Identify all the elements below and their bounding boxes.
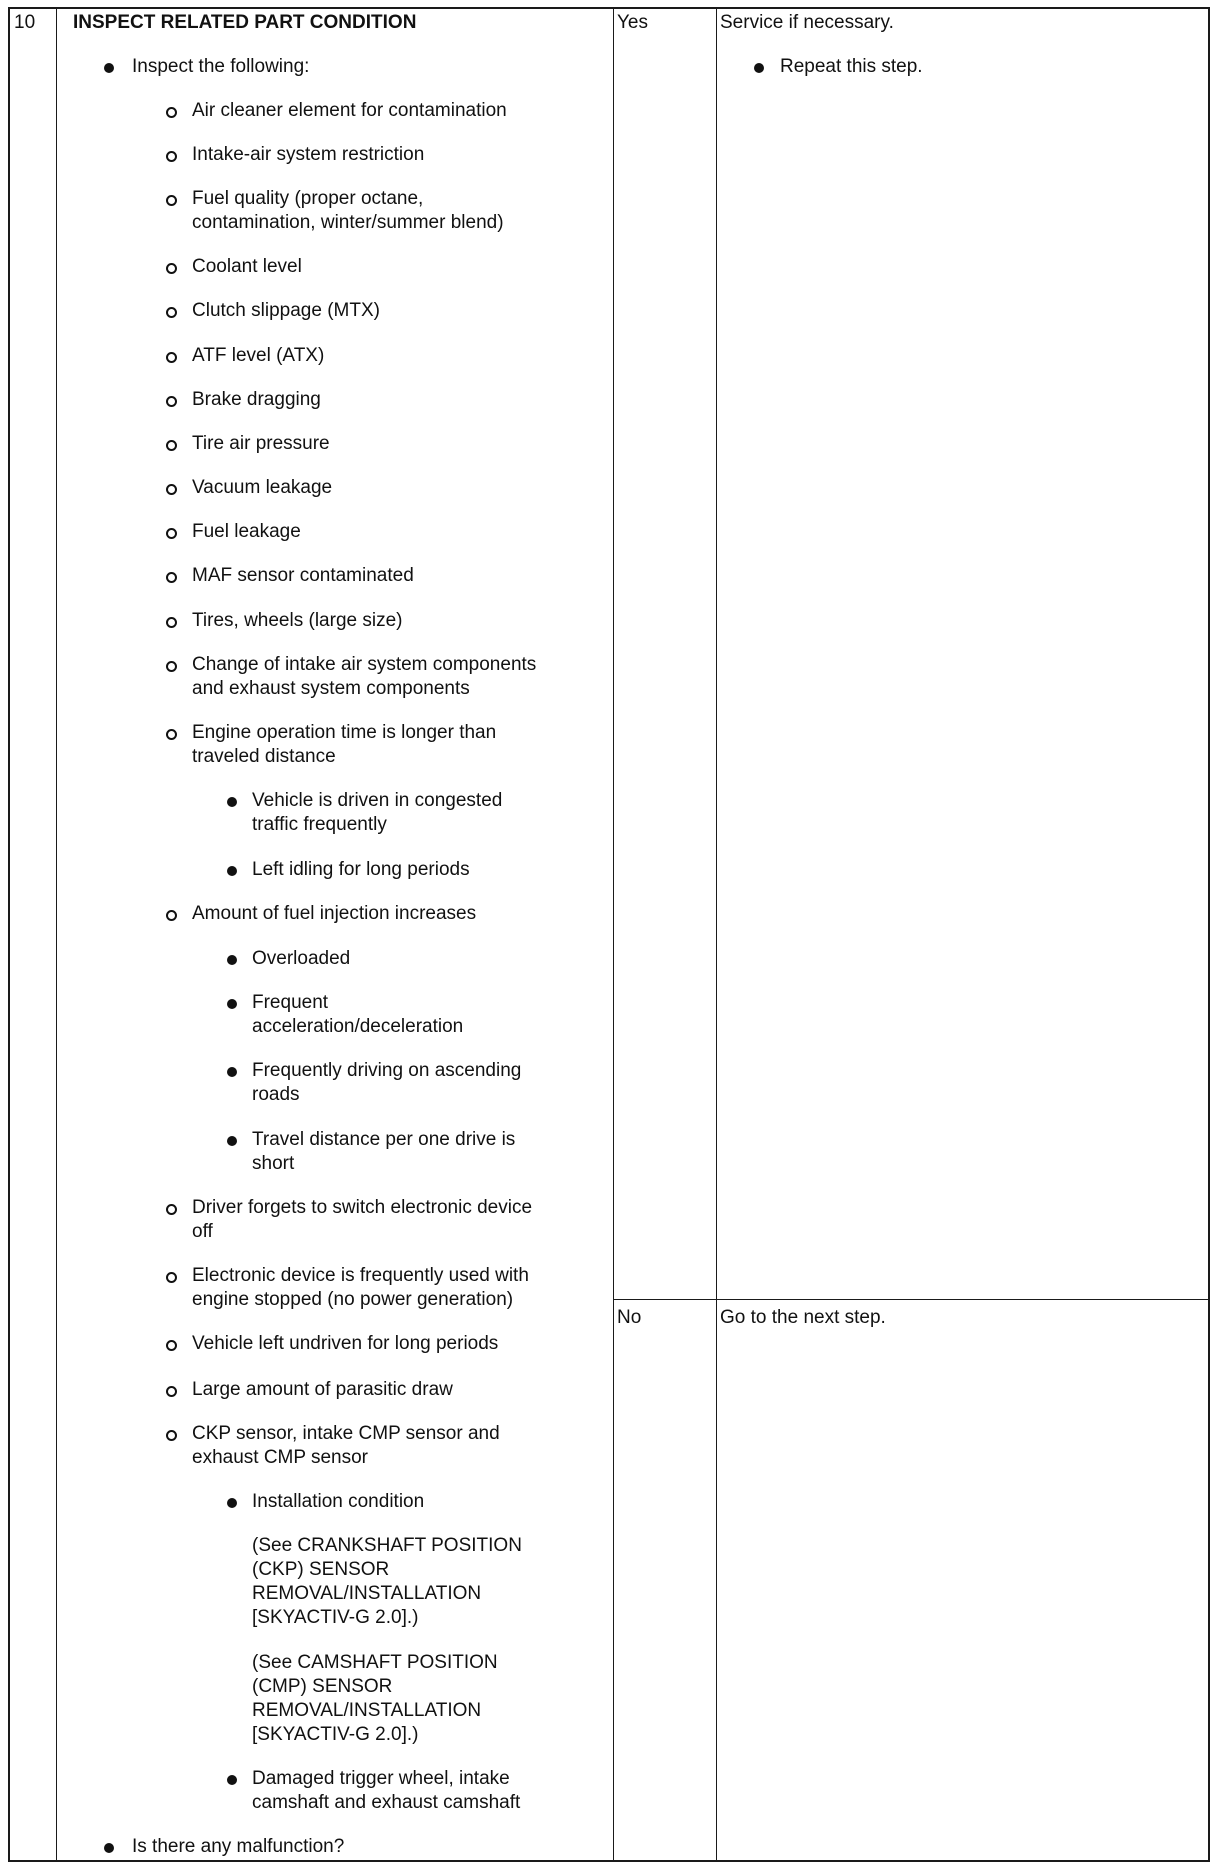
bullet-icon <box>754 63 764 73</box>
bullet-icon <box>104 1843 114 1853</box>
circle-bullet-icon <box>166 572 177 583</box>
circle-bullet-icon <box>166 352 177 363</box>
inspect-item: CKP sensor, intake CMP sensor and <box>192 1423 500 1444</box>
circle-bullet-icon <box>166 307 177 318</box>
circle-bullet-icon <box>166 1430 177 1441</box>
circle-bullet-icon <box>166 729 177 740</box>
inspect-subitem: camshaft and exhaust camshaft <box>252 1792 521 1813</box>
inspect-item: Intake-air system restriction <box>192 144 425 165</box>
column-divider <box>56 9 57 1860</box>
circle-bullet-icon <box>166 910 177 921</box>
inspect-item: Tires, wheels (large size) <box>192 610 403 631</box>
inspect-subitem: Installation condition <box>252 1491 425 1512</box>
circle-bullet-icon <box>166 107 177 118</box>
reference-note: REMOVAL/INSTALLATION <box>252 1700 482 1721</box>
circle-bullet-icon <box>166 661 177 672</box>
circle-bullet-icon <box>166 440 177 451</box>
row-divider <box>614 1299 1208 1300</box>
inspect-item: MAF sensor contaminated <box>192 565 414 586</box>
inspect-item: Brake dragging <box>192 389 321 410</box>
inspect-item: and exhaust system components <box>192 678 470 699</box>
inspect-subitem: Left idling for long periods <box>252 859 470 880</box>
inspect-item: exhaust CMP sensor <box>192 1447 369 1468</box>
circle-bullet-icon <box>166 528 177 539</box>
inspect-item: Tire air pressure <box>192 433 330 454</box>
inspect-item: contamination, winter/summer blend) <box>192 212 504 233</box>
inspect-item: Large amount of parasitic draw <box>192 1379 453 1400</box>
inspect-item: traveled distance <box>192 746 336 767</box>
question: Is there any malfunction? <box>132 1836 345 1857</box>
bullet-icon <box>227 999 237 1009</box>
inspect-item: Change of intake air system components <box>192 654 537 675</box>
yes-action: Service if necessary. <box>720 12 894 33</box>
inspect-subitem: Travel distance per one drive is <box>252 1129 516 1150</box>
reference-note: (See CRANKSHAFT POSITION <box>252 1535 522 1556</box>
column-divider <box>613 9 614 1860</box>
column-divider <box>716 9 717 1860</box>
reference-note: (CMP) SENSOR <box>252 1676 393 1697</box>
inspect-subitem: Damaged trigger wheel, intake <box>252 1768 510 1789</box>
circle-bullet-icon <box>166 1204 177 1215</box>
inspect-item: Engine operation time is longer than <box>192 722 497 743</box>
inspect-item: engine stopped (no power generation) <box>192 1289 514 1310</box>
circle-bullet-icon <box>166 151 177 162</box>
inspect-item: Air cleaner element for contamination <box>192 100 507 121</box>
inspect-item: ATF level (ATX) <box>192 345 325 366</box>
circle-bullet-icon <box>166 1340 177 1351</box>
inspect-item: Coolant level <box>192 256 302 277</box>
result-no-label: No <box>617 1307 642 1328</box>
bullet-icon <box>227 955 237 965</box>
circle-bullet-icon <box>166 484 177 495</box>
bullet-icon <box>227 1136 237 1146</box>
yes-subaction: Repeat this step. <box>780 56 923 77</box>
procedure-table <box>8 7 1210 1862</box>
reference-note: [SKYACTIV-G 2.0].) <box>252 1607 419 1628</box>
inspect-item: Driver forgets to switch electronic device <box>192 1197 533 1218</box>
circle-bullet-icon <box>166 1386 177 1397</box>
inspect-subitem: roads <box>252 1084 300 1105</box>
inspect-item: Clutch slippage (MTX) <box>192 300 380 321</box>
no-action: Go to the next step. <box>720 1307 886 1328</box>
inspect-item: Fuel leakage <box>192 521 301 542</box>
bullet-icon <box>227 866 237 876</box>
inspect-intro: Inspect the following: <box>132 56 310 77</box>
reference-note: (See CAMSHAFT POSITION <box>252 1652 498 1673</box>
step-title: INSPECT RELATED PART CONDITION <box>73 12 417 33</box>
circle-bullet-icon <box>166 195 177 206</box>
inspect-subitem: Vehicle is driven in congested <box>252 790 503 811</box>
circle-bullet-icon <box>166 617 177 628</box>
inspect-subitem: Frequently driving on ascending <box>252 1060 522 1081</box>
bullet-icon <box>227 797 237 807</box>
circle-bullet-icon <box>166 1272 177 1283</box>
bullet-icon <box>104 63 114 73</box>
inspect-subitem: Frequent <box>252 992 329 1013</box>
circle-bullet-icon <box>166 396 177 407</box>
bullet-icon <box>227 1067 237 1077</box>
inspect-item: Vacuum leakage <box>192 477 333 498</box>
inspect-item: Vehicle left undriven for long periods <box>192 1333 499 1354</box>
bullet-icon <box>227 1498 237 1508</box>
result-yes-label: Yes <box>617 12 648 33</box>
inspect-subitem: traffic frequently <box>252 814 387 835</box>
reference-note: REMOVAL/INSTALLATION <box>252 1583 482 1604</box>
reference-note: [SKYACTIV-G 2.0].) <box>252 1724 419 1745</box>
bullet-icon <box>227 1775 237 1785</box>
inspect-item: off <box>192 1221 213 1242</box>
inspect-subitem: acceleration/deceleration <box>252 1016 464 1037</box>
inspect-item: Fuel quality (proper octane, <box>192 188 424 209</box>
inspect-subitem: short <box>252 1153 295 1174</box>
inspect-item: Electronic device is frequently used with <box>192 1265 529 1286</box>
inspect-item: Amount of fuel injection increases <box>192 903 477 924</box>
circle-bullet-icon <box>166 263 177 274</box>
reference-note: (CKP) SENSOR <box>252 1559 390 1580</box>
inspect-subitem: Overloaded <box>252 948 351 969</box>
step-number: 10 <box>14 12 36 33</box>
